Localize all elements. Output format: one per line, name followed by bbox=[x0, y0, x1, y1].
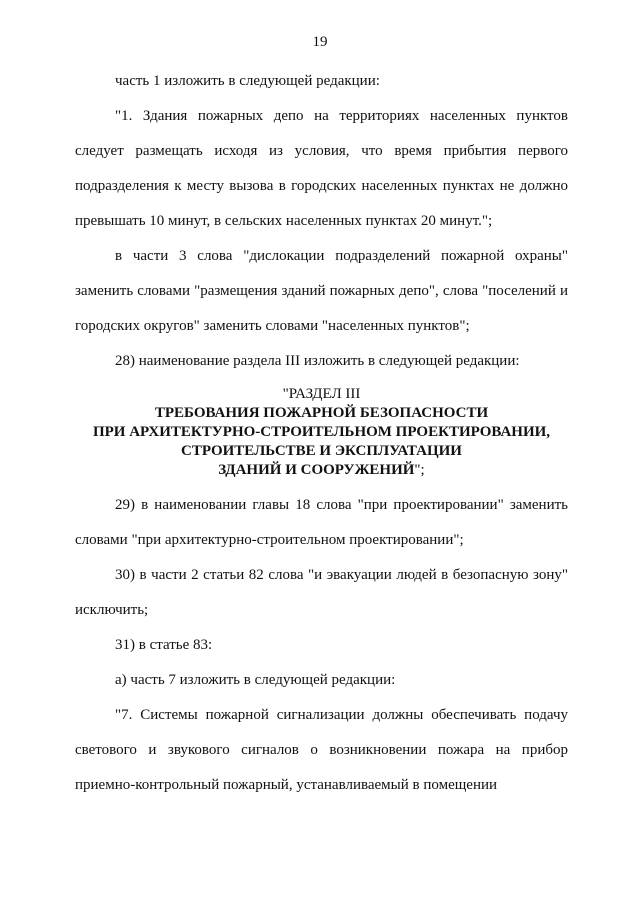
section-heading-line-1: "РАЗДЕЛ III bbox=[282, 386, 361, 402]
paragraph-item-30: 30) в части 2 статьи 82 слова "и эвакуации людей в безопасную зону" исключить; bbox=[75, 567, 568, 618]
section-heading-line-5-text: ЗДАНИЙ И СООРУЖЕНИЙ bbox=[218, 462, 415, 478]
paragraph-fire-alarm-rule: "7. Системы пожарной сигнализации должны обеспечивать подачу светового и звукового сигналов о возникновении пожара на прибор приемно-контрольный пожарный, устанавливаемый в помещении bbox=[75, 707, 568, 793]
section-heading-line-5 bbox=[75, 461, 568, 480]
paragraph-part-1-intro: часть 1 изложить в следующей редакции: bbox=[115, 73, 380, 89]
paragraph-item-a: а) часть 7 изложить в следующей редакции: bbox=[115, 672, 396, 688]
paragraph-item-29: 29) в наименовании главы 18 слова "при проектировании" заменить словами "при архитектурно-строительном проектировании"; bbox=[75, 497, 568, 548]
paragraph-item-28: 28) наименование раздела III изложить в следующей редакции: bbox=[115, 353, 520, 369]
paragraph-fire-depot-rule: "1. Здания пожарных депо на территориях населенных пунктов следует размещать исходя из условия, что время прибытия первого подразделения к месту вызова в городских населенных пунктах не должно превышать 10 минут, в сельских населенных пунктах 20 минут."; bbox=[75, 108, 568, 229]
section-heading-line-4: СТРОИТЕЛЬСТВЕ И ЭКСПЛУАТАЦИИ bbox=[181, 443, 462, 459]
paragraph-part-3-replacement: в части 3 слова "дислокации подразделений пожарной охраны" заменить словами "размещения зданий пожарных депо", слова "поселений и городских округов" заменить словами "населенных пунктов"; bbox=[75, 248, 568, 334]
section-heading-line-3: ПРИ АРХИТЕКТУРНО-СТРОИТЕЛЬНОМ ПРОЕКТИРОВАНИИ, bbox=[92, 424, 551, 440]
page-number: 19 bbox=[312, 34, 328, 50]
section-heading-line-5-suffix: "; bbox=[414, 462, 425, 478]
section-heading-line-2: ТРЕБОВАНИЯ ПОЖАРНОЙ БЕЗОПАСНОСТИ bbox=[154, 405, 489, 421]
document-body bbox=[75, 64, 568, 803]
paragraph-item-31: 31) в статье 83: bbox=[115, 637, 213, 653]
section-heading bbox=[75, 385, 568, 480]
